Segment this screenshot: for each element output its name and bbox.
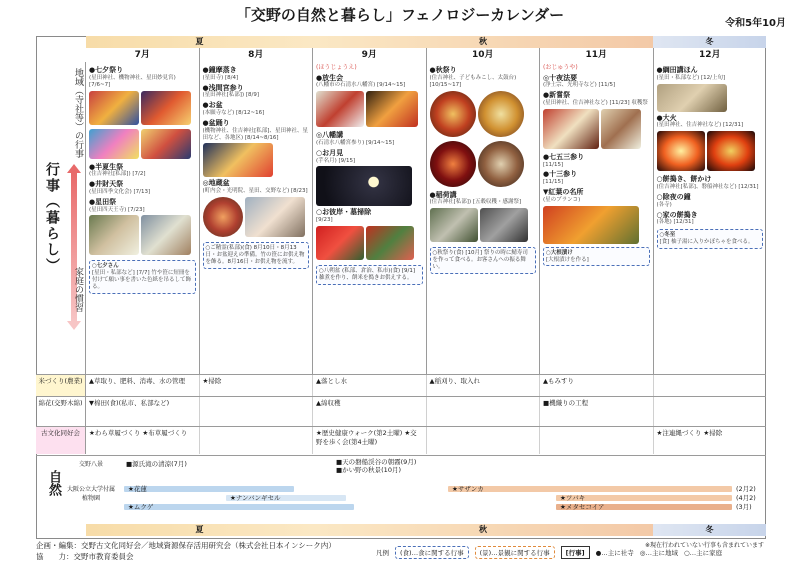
season-autumn: 秋 (313, 36, 653, 48)
month-dec: 12月 (653, 48, 767, 62)
photo-hojoe-night (366, 91, 418, 127)
photo-stone (480, 208, 528, 242)
col-september: (ほうじょうえ) ●放生会 (八幡市の石清水八幡宮) [9/14~15] ◎八幡講 (石清水八幡宮参り) [9/14~15] ○お月見 (芋名月) [9/15] ○お彼岸・墓掃除 [9/23] ○八朔盆 (私部、倉治、私市)(食) [9/1] 雑煮を作り、餅米を搗きお供えする。 (312, 62, 426, 374)
event-inariko: ●稲荷講 (429, 190, 457, 199)
photo-tanabata (89, 91, 139, 125)
photo-shrine (141, 215, 191, 255)
month-nov: 11月 (539, 48, 653, 62)
season-winter: 冬 (653, 36, 766, 48)
photo-jizo-lanterns (203, 197, 243, 237)
band-culture: 古文化同好会 ★わら草履づくり ★布草履づくり ★歴史健康ウォーク(第2土曜) ★交野を歩く会(第4土曜) ★注連縄づくり ★掃除 (36, 426, 766, 454)
legend-food: (食)…食に関する行事 (395, 546, 469, 559)
event-jyuya: ◎十夜法要 (543, 73, 578, 82)
event-tsunada: ●綱田講ほん (656, 66, 698, 74)
event-bon-odori: ●盆踊り (202, 118, 230, 127)
event-hoshida-matsuri: ●星田祭 (89, 197, 117, 206)
photo-fire-ritual (707, 131, 755, 171)
season-bar-bottom: 夏 秋 冬 (86, 524, 766, 536)
note-daikon: ○大根漬け [大根漬けを作る] (543, 247, 650, 267)
event-kanenomusi: ●鐘摩蒸き (202, 66, 237, 74)
hakkei-genji: ■源氏滝の清涼(7月) (126, 460, 187, 468)
season-bar-top (86, 36, 766, 48)
month-jul: 7月 (134, 50, 150, 60)
event-shichigosan: ●七五三参り (543, 152, 585, 161)
season-summer: 夏 (86, 36, 313, 48)
label-textile: 綿花(交野木綿) (36, 397, 86, 426)
photo-higanbana-field (366, 226, 414, 260)
photo-streamers (89, 129, 139, 159)
photo-hojoe-priests (316, 91, 364, 127)
label-hakkei: 交野八景 (78, 461, 103, 468)
photo-night-festival (430, 141, 476, 187)
event-otsukimi: ○お月見 (316, 148, 344, 157)
legend-community: ◎…主に地域 (639, 549, 678, 557)
photo-festival (141, 129, 191, 159)
event-mochitsuki: ○餅搗き、餅かけ (656, 175, 712, 184)
event-niiname: ●新嘗祭 (543, 91, 571, 100)
photo-torii (543, 109, 599, 149)
page-title: 「交野の自然と暮らし」フェノロジーカレンダー (235, 6, 565, 24)
month-header (86, 48, 766, 62)
label-community: 地域（寺社等）の行事 (73, 68, 83, 158)
col-august: ●鐘摩蒸き (星田寺) [8/4] ●浅間宮参り (星田神社[私部]) [8/9] ●お盆 (本願寺など) [8/12~16] ●盆踊り (機物神社、住吉神社[私部]、星田神社、星田など、各地区) [8/14~8/16] ◎地蔵盆 (町内会・光明院、星田、交野など) [8/23] ○ご精霊(私部)(食) 8月10日・8月13日・お盆迎えの準備。竹の笹にお供え物を飾る。8月16日・お供え物を流す。 (199, 62, 313, 374)
photo-inari (430, 208, 478, 242)
label-household: 家庭の慣習 (73, 267, 83, 312)
photo-higanbana (316, 226, 364, 260)
event-ohi: ●大火 (656, 113, 677, 122)
event-tanabata: ●七夕祭り (89, 66, 124, 74)
legend-event: [行事] (561, 546, 590, 559)
event-jizobon: ◎地蔵盆 (202, 179, 230, 188)
events-grid (86, 62, 766, 374)
note-aki-matsuri-food: ○秋祭り(食) [10月] 祭りの時に鯖寿司を作って食べる。お客さんへの振る舞い。 (430, 247, 537, 274)
col-november: (おじゅうや) ◎十夜法要 (浄土宗、光明寺など) [11/5] ●新嘗祭 (星田神社、住吉神社など) [11/23] 収穫祭 ●七五三参り [11/15] ●十三参り [11/15] ▼紅葉の名所 (星のブランコ) ○大根漬け [大根漬けを作る] (539, 62, 653, 374)
event-hojoe: ●放生会 (316, 73, 344, 82)
note-tanabata-home: ○七夕さん [星田・私部など] [7/7] 竹や笹に短冊を付けて願い事を書いた色紙を吊るして飾る。 (89, 260, 196, 294)
event-joya: ○除夜の鐘 (656, 192, 691, 201)
footnote: ※現在行われていない行事も含まれています (644, 542, 764, 549)
event-aki-matsuri: ●秋祭り (429, 66, 457, 74)
photo-lanterns (141, 91, 191, 125)
col-october: ●秋祭り (住吉神社、子どもみこし、太鼓台) [10/15~17] ●稲荷講 (住吉神社[私部]) [五穀収穫・感謝祭] ○秋祭り(食) [10月] 祭りの時に鯖寿司を作って食べる。お客さんへの振る舞い。 (426, 62, 540, 374)
photo-danjiri (430, 91, 476, 137)
photo-mikoshi (478, 91, 524, 137)
month-sep: 9月 (312, 48, 426, 62)
col-december: ●綱田講ほん (星田・私部など) [12/上旬] ●大火 (星田神社、住吉神社など) [12/31] ○餅搗き、餅かけ (住吉神社[私部]、磐船神社など) [12/31] ○除夜の鐘 (各寺) ○家の餅搗き (各地) [12/31] ○冬至 [食] 柚子湯に入りかぼちゃを食べる。 (653, 62, 767, 374)
photo-bon-odori (203, 143, 273, 177)
note-hassaku: ○八朔盆 (私部、倉治、私市)(食) [9/1] 雑煮を作り、餅米を搗きお供えする。 (316, 265, 423, 285)
event-benzaiten: ●井財天祭 (89, 180, 124, 189)
label-events: 行事（暮らし） (44, 162, 60, 274)
event-ohigan: ○お彼岸・墓掃除 (316, 208, 372, 217)
row-labels (36, 62, 86, 374)
photo-bonfire (657, 131, 705, 171)
bar-mukuge (124, 504, 354, 510)
col-july: ●七夕祭り (星田神社、機物神社、星田妙見宮) [7/6~7] ●半夏生祭 (住吉神社[私部]) [7/2] ●井財天祭 (星田四季文化会) [7/13] ●星田祭 (星田四天王寺) [7/23] ○七夕さん [星田・私部など] [7/7] 竹や笹に短冊を付けて願い事を書いた色紙を吊るして飾る。 (86, 62, 199, 374)
photo-shrine-priests (601, 109, 641, 149)
publication-date: 令和5年10月 (725, 18, 786, 29)
label-garden: 大阪公立大学付属植物園 (66, 486, 115, 502)
event-obon: ●お盆 (202, 101, 223, 110)
photo-procession (89, 215, 139, 255)
photo-group (89, 89, 196, 127)
photo-tsunada (657, 84, 727, 112)
legend-shrine: ●…主に社寺 (595, 549, 634, 557)
label-culture: 古文化同好会 (36, 427, 86, 454)
hakkei-kaino: ■かい野の秋景(10月) (336, 466, 401, 474)
credits: 企画・編集：交野古文化同好会／地域資源保存活用研究会（株式会社日本インシーク内） 協 力：交野市教育委員会 (36, 541, 336, 561)
event-hachimanko: ◎八幡講 (316, 131, 344, 140)
note-goshorei: ○ご精霊(私部)(食) 8月10日・8月13日・お盆迎えの準備。竹の笹にお供え物を飾る。8月16日・お供え物を流す。 (203, 242, 310, 269)
event-jusanmairi: ●十三参り (543, 170, 578, 179)
label-nature: 自然 (46, 470, 61, 496)
legend-home: ○…主に家庭 (683, 549, 723, 557)
legend-scene: (景)…景観に関する行事 (475, 546, 555, 559)
band-nature: 自然 交野八景 ■源氏滝の清涼(7月) ■天の磐船渓谷の朝霧(9月) ■かい野の秋景(10月) 大阪公立大学付属植物園 ★花蓮 ★ナンバンギセル ★ムクゲ ★サザンカ (2月2) ★ツバキ (4月2) ★メタセコイア (3月) (36, 455, 766, 521)
photo-taikodai (478, 141, 524, 187)
note-toji: ○冬至 [食] 柚子湯に入りかぼちゃを食べる。 (657, 229, 764, 249)
band-rice: 米づくり(農業) ▲草取り、肥料、消毒、水の管理 ★掃除 ▲落とし水 ▲稲刈り、取入れ ▲もみすり (36, 374, 766, 396)
month-oct: 10月 (426, 48, 540, 62)
bar-hasu (124, 486, 294, 492)
photo-moon (316, 166, 412, 206)
event-momiji: ▼紅葉の名所 (543, 188, 584, 196)
label-rice: 米づくり(農業) (36, 375, 86, 396)
legend: 凡例 (食)…食に関する行事 (景)…景観に関する行事 [行事] ●…主に社寺 ◎…主に地域 ○…主に家庭 (376, 546, 722, 559)
event-sengen: ●浅間宮参り (202, 83, 244, 92)
photo-jizo (245, 197, 305, 237)
photo-autumn-leaves (543, 206, 639, 244)
event-ie-mochi: ○家の餅搗き (656, 210, 698, 219)
event-hangesho: ●半夏生祭 (89, 162, 124, 171)
month-aug: 8月 (199, 48, 313, 62)
hakkei-iwafune: ■天の磐船渓谷の朝霧(9月) (336, 458, 417, 466)
band-textile: 綿花(交野木綿) ▼棉田(食)(私市、私部など) ▲綿収穫 ■機織りの工程 (36, 396, 766, 426)
bar-sazanka (448, 486, 732, 492)
